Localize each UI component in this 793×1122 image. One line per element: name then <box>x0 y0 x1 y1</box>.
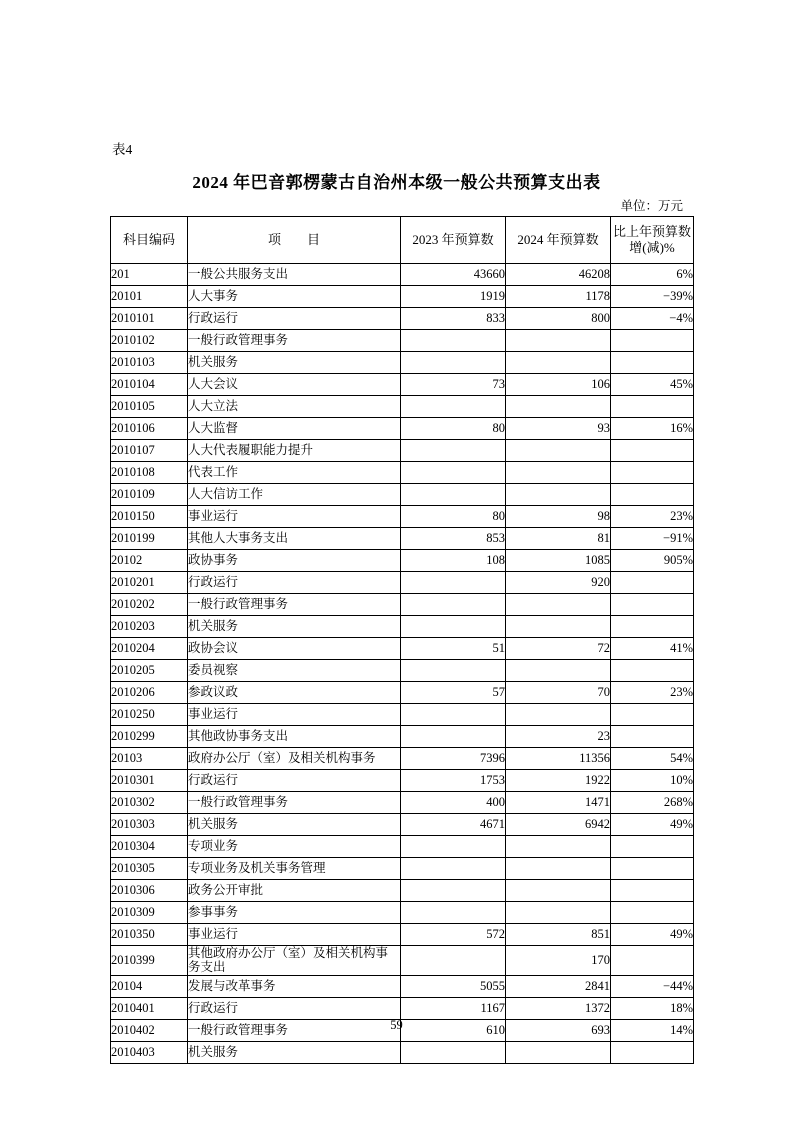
cell-year-prev: 57 <box>401 682 506 704</box>
cell-year-prev <box>401 836 506 858</box>
cell-code: 2010105 <box>111 396 188 418</box>
cell-item: 政协事务 <box>188 550 401 572</box>
cell-change <box>611 946 694 976</box>
table-row <box>111 374 694 396</box>
cell-year-prev <box>401 880 506 902</box>
cell-year-prev <box>401 726 506 748</box>
cell-item: 人大代表履职能力提升 <box>188 440 401 462</box>
cell-item: 参事事务 <box>188 902 401 924</box>
table-row <box>111 748 694 770</box>
cell-year-curr: 11356 <box>506 748 611 770</box>
cell-code: 2010199 <box>111 528 188 550</box>
table-row <box>111 440 694 462</box>
cell-item: 行政运行 <box>188 997 401 1019</box>
cell-year-curr: 693 <box>506 1019 611 1041</box>
table-row <box>111 836 694 858</box>
table-row <box>111 550 694 572</box>
cell-code: 2010309 <box>111 902 188 924</box>
cell-year-curr: 106 <box>506 374 611 396</box>
cell-change: 49% <box>611 924 694 946</box>
page-title: 2024 年巴音郭楞蒙古自治州本级一般公共预算支出表 <box>192 173 601 192</box>
cell-year-curr <box>506 440 611 462</box>
cell-code: 2010104 <box>111 374 188 396</box>
cell-change <box>611 396 694 418</box>
cell-change <box>611 572 694 594</box>
cell-code: 2010107 <box>111 440 188 462</box>
cell-item: 其他政府办公厅（室）及相关机构事务支出 <box>188 946 401 976</box>
cell-change: −44% <box>611 975 694 997</box>
cell-year-prev <box>401 946 506 976</box>
cell-code: 2010350 <box>111 924 188 946</box>
cell-code: 2010399 <box>111 946 188 976</box>
cell-change <box>611 704 694 726</box>
cell-year-prev <box>401 440 506 462</box>
cell-change: 41% <box>611 638 694 660</box>
cell-item: 机关服务 <box>188 814 401 836</box>
cell-code: 2010403 <box>111 1041 188 1063</box>
budget-table-wrapper <box>110 216 693 1064</box>
cell-change: 905% <box>611 550 694 572</box>
cell-item: 事业运行 <box>188 924 401 946</box>
cell-year-curr: 98 <box>506 506 611 528</box>
cell-change: 10% <box>611 770 694 792</box>
cell-change: 23% <box>611 506 694 528</box>
cell-change: 23% <box>611 682 694 704</box>
table-row <box>111 858 694 880</box>
cell-item: 一般行政管理事务 <box>188 594 401 616</box>
cell-year-curr: 81 <box>506 528 611 550</box>
cell-year-curr <box>506 616 611 638</box>
cell-change: 45% <box>611 374 694 396</box>
cell-year-curr: 800 <box>506 308 611 330</box>
cell-code: 2010106 <box>111 418 188 440</box>
cell-year-prev: 853 <box>401 528 506 550</box>
cell-change <box>611 352 694 374</box>
cell-year-prev: 43660 <box>401 264 506 286</box>
cell-item: 事业运行 <box>188 704 401 726</box>
cell-item: 行政运行 <box>188 308 401 330</box>
cell-item: 人大监督 <box>188 418 401 440</box>
cell-item: 专项业务 <box>188 836 401 858</box>
table-row <box>111 770 694 792</box>
table-row <box>111 572 694 594</box>
cell-year-curr: 70 <box>506 682 611 704</box>
column-header-change-line2: 增(减)% <box>629 240 675 255</box>
table-row <box>111 330 694 352</box>
table-row <box>111 396 694 418</box>
cell-code: 20101 <box>111 286 188 308</box>
table-row <box>111 638 694 660</box>
cell-code: 2010150 <box>111 506 188 528</box>
cell-code: 2010304 <box>111 836 188 858</box>
cell-item: 发展与改革事务 <box>188 975 401 997</box>
cell-item: 机关服务 <box>188 1041 401 1063</box>
cell-item: 政府办公厅（室）及相关机构事务 <box>188 748 401 770</box>
table-row <box>111 924 694 946</box>
cell-item: 一般公共服务支出 <box>188 264 401 286</box>
cell-item: 代表工作 <box>188 462 401 484</box>
cell-year-curr <box>506 594 611 616</box>
cell-change: −91% <box>611 528 694 550</box>
cell-item: 委员视察 <box>188 660 401 682</box>
column-header-item: 项 目 <box>188 217 401 264</box>
table-row <box>111 902 694 924</box>
table-row <box>111 308 694 330</box>
cell-item: 人大信访工作 <box>188 484 401 506</box>
column-header-year-prev: 2023 年预算数 <box>401 217 506 264</box>
cell-year-prev <box>401 484 506 506</box>
cell-code: 2010203 <box>111 616 188 638</box>
table-row <box>111 997 694 1019</box>
cell-year-prev <box>401 616 506 638</box>
cell-year-curr: 23 <box>506 726 611 748</box>
cell-code: 2010204 <box>111 638 188 660</box>
cell-year-prev: 80 <box>401 506 506 528</box>
cell-year-curr <box>506 1041 611 1063</box>
cell-year-curr <box>506 836 611 858</box>
cell-year-curr: 1922 <box>506 770 611 792</box>
cell-change: 49% <box>611 814 694 836</box>
cell-item: 其他人大事务支出 <box>188 528 401 550</box>
cell-item: 机关服务 <box>188 616 401 638</box>
cell-year-curr: 1178 <box>506 286 611 308</box>
cell-item: 行政运行 <box>188 572 401 594</box>
cell-item: 行政运行 <box>188 770 401 792</box>
cell-code: 20103 <box>111 748 188 770</box>
cell-change <box>611 880 694 902</box>
cell-code: 2010201 <box>111 572 188 594</box>
cell-year-prev: 1167 <box>401 997 506 1019</box>
cell-code: 2010301 <box>111 770 188 792</box>
table-header <box>111 217 694 264</box>
column-header-year-curr: 2024 年预算数 <box>506 217 611 264</box>
table-row <box>111 264 694 286</box>
cell-year-curr <box>506 330 611 352</box>
cell-change: −4% <box>611 308 694 330</box>
cell-item: 一般行政管理事务 <box>188 1019 401 1041</box>
cell-year-curr <box>506 704 611 726</box>
cell-change: 268% <box>611 792 694 814</box>
cell-year-prev: 108 <box>401 550 506 572</box>
table-row <box>111 616 694 638</box>
table-row <box>111 704 694 726</box>
cell-change: −39% <box>611 286 694 308</box>
cell-year-curr <box>506 396 611 418</box>
cell-code: 2010306 <box>111 880 188 902</box>
cell-year-prev: 400 <box>401 792 506 814</box>
cell-year-curr: 46208 <box>506 264 611 286</box>
cell-year-curr <box>506 660 611 682</box>
cell-year-prev <box>401 858 506 880</box>
table-row <box>111 946 694 976</box>
cell-change <box>611 330 694 352</box>
cell-year-prev <box>401 572 506 594</box>
cell-year-prev <box>401 902 506 924</box>
cell-change: 14% <box>611 1019 694 1041</box>
cell-year-curr: 170 <box>506 946 611 976</box>
cell-code: 2010205 <box>111 660 188 682</box>
table-row <box>111 1041 694 1063</box>
cell-change: 54% <box>611 748 694 770</box>
cell-item: 专项业务及机关事务管理 <box>188 858 401 880</box>
cell-code: 2010102 <box>111 330 188 352</box>
cell-change: 18% <box>611 997 694 1019</box>
cell-code: 20104 <box>111 975 188 997</box>
cell-code: 2010103 <box>111 352 188 374</box>
cell-year-curr <box>506 484 611 506</box>
cell-year-prev: 4671 <box>401 814 506 836</box>
cell-item: 政协会议 <box>188 638 401 660</box>
cell-item: 参政议政 <box>188 682 401 704</box>
cell-change <box>611 1041 694 1063</box>
cell-year-curr: 93 <box>506 418 611 440</box>
cell-change <box>611 616 694 638</box>
cell-code: 201 <box>111 264 188 286</box>
cell-code: 2010401 <box>111 997 188 1019</box>
cell-item: 一般行政管理事务 <box>188 792 401 814</box>
table-row <box>111 286 694 308</box>
column-header-change <box>611 217 694 264</box>
cell-code: 2010250 <box>111 704 188 726</box>
cell-item: 一般行政管理事务 <box>188 330 401 352</box>
cell-code: 2010206 <box>111 682 188 704</box>
cell-year-curr: 6942 <box>506 814 611 836</box>
table-row <box>111 462 694 484</box>
cell-year-prev: 73 <box>401 374 506 396</box>
cell-year-prev: 51 <box>401 638 506 660</box>
cell-item: 事业运行 <box>188 506 401 528</box>
cell-change: 6% <box>611 264 694 286</box>
table-body <box>111 264 694 1064</box>
cell-code: 2010202 <box>111 594 188 616</box>
cell-code: 2010302 <box>111 792 188 814</box>
unit-note: 单位：万元 <box>620 199 683 213</box>
table-row <box>111 660 694 682</box>
cell-year-prev <box>401 1041 506 1063</box>
table-row <box>111 528 694 550</box>
cell-code: 2010299 <box>111 726 188 748</box>
cell-item: 人大会议 <box>188 374 401 396</box>
cell-year-prev: 572 <box>401 924 506 946</box>
cell-year-curr <box>506 880 611 902</box>
cell-change <box>611 660 694 682</box>
cell-year-curr <box>506 462 611 484</box>
cell-year-curr <box>506 858 611 880</box>
cell-year-prev <box>401 704 506 726</box>
table-row <box>111 880 694 902</box>
cell-change <box>611 726 694 748</box>
table-row <box>111 726 694 748</box>
cell-year-curr: 920 <box>506 572 611 594</box>
page-number: 59 <box>390 1018 403 1032</box>
cell-code: 2010101 <box>111 308 188 330</box>
cell-item: 机关服务 <box>188 352 401 374</box>
cell-year-curr: 1085 <box>506 550 611 572</box>
cell-year-curr: 2841 <box>506 975 611 997</box>
cell-year-prev <box>401 396 506 418</box>
cell-code: 2010305 <box>111 858 188 880</box>
cell-year-prev <box>401 660 506 682</box>
cell-code: 2010109 <box>111 484 188 506</box>
table-row <box>111 792 694 814</box>
cell-item: 政务公开审批 <box>188 880 401 902</box>
cell-item: 人大立法 <box>188 396 401 418</box>
cell-year-curr: 1471 <box>506 792 611 814</box>
cell-change <box>611 440 694 462</box>
cell-change: 16% <box>611 418 694 440</box>
cell-code: 20102 <box>111 550 188 572</box>
table-row <box>111 814 694 836</box>
cell-year-curr: 72 <box>506 638 611 660</box>
cell-year-prev <box>401 330 506 352</box>
table-row <box>111 506 694 528</box>
cell-item: 人大事务 <box>188 286 401 308</box>
table-row <box>111 352 694 374</box>
cell-year-curr <box>506 902 611 924</box>
cell-change <box>611 836 694 858</box>
cell-year-prev: 7396 <box>401 748 506 770</box>
cell-change <box>611 462 694 484</box>
table-row <box>111 484 694 506</box>
cell-year-prev: 833 <box>401 308 506 330</box>
budget-table <box>110 216 694 1064</box>
cell-code: 2010303 <box>111 814 188 836</box>
cell-year-curr: 851 <box>506 924 611 946</box>
table-row <box>111 418 694 440</box>
cell-item: 其他政协事务支出 <box>188 726 401 748</box>
cell-change <box>611 594 694 616</box>
table-row <box>111 975 694 997</box>
cell-year-curr: 1372 <box>506 997 611 1019</box>
cell-year-prev: 1919 <box>401 286 506 308</box>
table-row <box>111 682 694 704</box>
cell-year-prev <box>401 594 506 616</box>
cell-code: 2010108 <box>111 462 188 484</box>
table-label: 表4 <box>112 142 133 157</box>
cell-year-prev: 610 <box>401 1019 506 1041</box>
cell-year-prev <box>401 462 506 484</box>
table-header-row <box>111 217 694 264</box>
cell-year-curr <box>506 352 611 374</box>
cell-change <box>611 858 694 880</box>
cell-change <box>611 902 694 924</box>
cell-year-prev: 5055 <box>401 975 506 997</box>
cell-code: 2010402 <box>111 1019 188 1041</box>
cell-year-prev: 80 <box>401 418 506 440</box>
cell-year-prev <box>401 352 506 374</box>
cell-year-prev: 1753 <box>401 770 506 792</box>
column-header-change-line1: 比上年预算数 <box>612 223 691 239</box>
cell-change <box>611 484 694 506</box>
table-row <box>111 594 694 616</box>
column-header-code: 科目编码 <box>111 217 188 264</box>
